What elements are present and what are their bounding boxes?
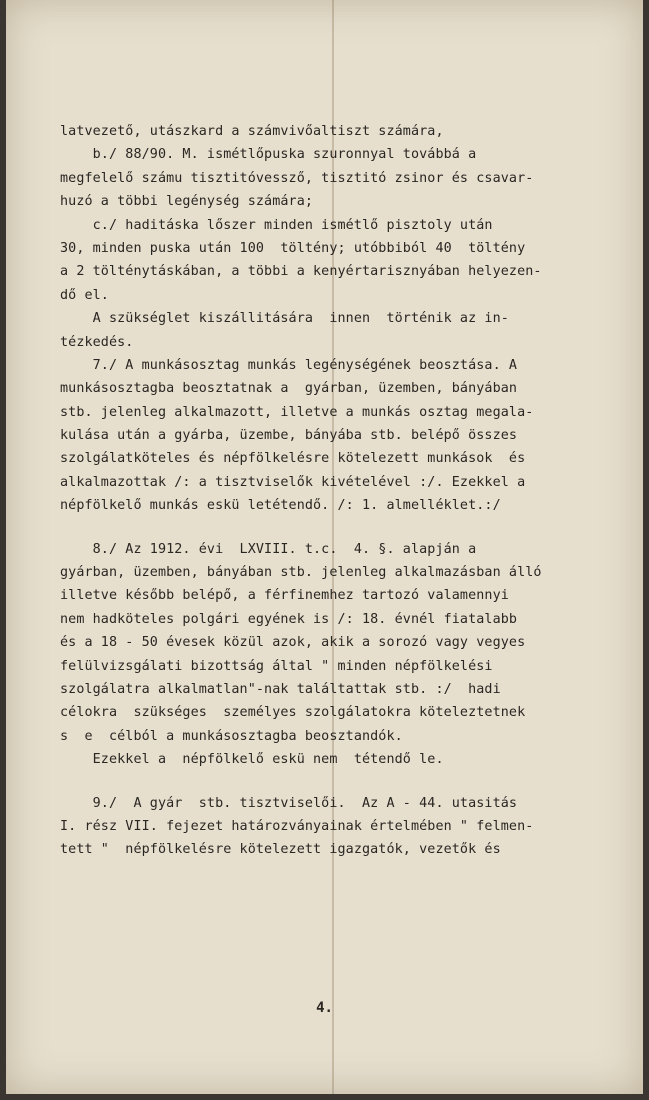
paragraph-gap [60, 518, 626, 538]
text-line: tett " népfölkelésre kötelezett igazgatók, vezetők és [60, 842, 501, 858]
text-line: latvezető, utászkard a számvivőaltiszt számára, [60, 124, 444, 139]
paragraph-gap [60, 772, 626, 792]
document-page [6, 0, 643, 1094]
text-line: felülvizsgálati bizottság által " minden népfölkelési [60, 658, 493, 674]
text-line: megfelelő számu tisztitóvessző, tisztitó zsinor és csavar- [60, 170, 534, 186]
section-heading-8: 8./ Az 1912. évi LXVIII. t.c. 4. §. alapján a [60, 541, 477, 557]
text-line: c./ haditáska lőszer minden ismétlő pisztoly után [60, 217, 493, 233]
text-line: b./ 88/90. M. ismétlőpuska szuronnyal továbbá a [60, 147, 477, 163]
text-line: népfölkelő munkás eskü letétendő. /: 1. almelléklet.:/ [60, 498, 501, 514]
text-line: gyárban, üzemben, bányában stb. jelenleg alkalmazásban álló [60, 565, 542, 581]
text-line: Ezekkel a népfölkelő eskü nem tétendő le. [60, 752, 444, 768]
text-line: dő el. [60, 287, 109, 303]
page-number: 4. [316, 1000, 333, 1016]
section-heading-7: 7./ A munkásosztag munkás legénységének beosztása. A [60, 357, 518, 373]
text-line: A szükséglet kiszállitására innen történik az in- [60, 311, 509, 327]
text-line: I. rész VII. fejezet határozványainak értelmében " felmen- [60, 818, 534, 834]
text-line: a 2 tölténytáskában, a többi a kenyértarisznyában helyezen- [60, 264, 542, 280]
text-line: célokra szükséges személyes szolgálatokra köteleztetnek [60, 705, 526, 721]
text-line: 30, minden puska után 100 töltény; utóbbiból 40 töltény [60, 240, 526, 256]
text-line: s e célból a munkásosztagba beosztandók. [60, 728, 403, 744]
section-heading-9: 9./ A gyár stb. tisztviselői. Az A - 44. utasitás [60, 795, 518, 811]
text-line: kulása után a gyárba, üzembe, bányába stb. belépő összes [60, 428, 518, 444]
text-line: szolgálatköteles és népfölkelésre kötelezett munkások és [60, 451, 526, 467]
text-line: illetve később belépő, a férfinemhez tartozó valamennyi [60, 588, 509, 604]
typewritten-text [60, 120, 626, 862]
text-line: stb. jelenleg alkalmazott, illetve a munkás osztag megala- [60, 404, 534, 420]
text-line: munkásosztagba beosztatnak a gyárban, üzemben, bányában [60, 381, 518, 397]
text-line: és a 18 - 50 évesek közül azok, akik a sorozó vagy vegyes [60, 635, 526, 651]
text-line: alkalmazottak /: a tisztviselők kivételével :/. Ezekkel a [60, 474, 526, 490]
text-line: szolgálatra alkalmatlan"-nak találtattak stb. :/ hadi [60, 681, 501, 697]
text-line: nem hadköteles polgári egyének is /: 18. évnél fiatalabb [60, 611, 518, 627]
text-line: tézkedés. [60, 334, 134, 350]
text-line: huzó a többi legénység számára; [60, 194, 314, 210]
